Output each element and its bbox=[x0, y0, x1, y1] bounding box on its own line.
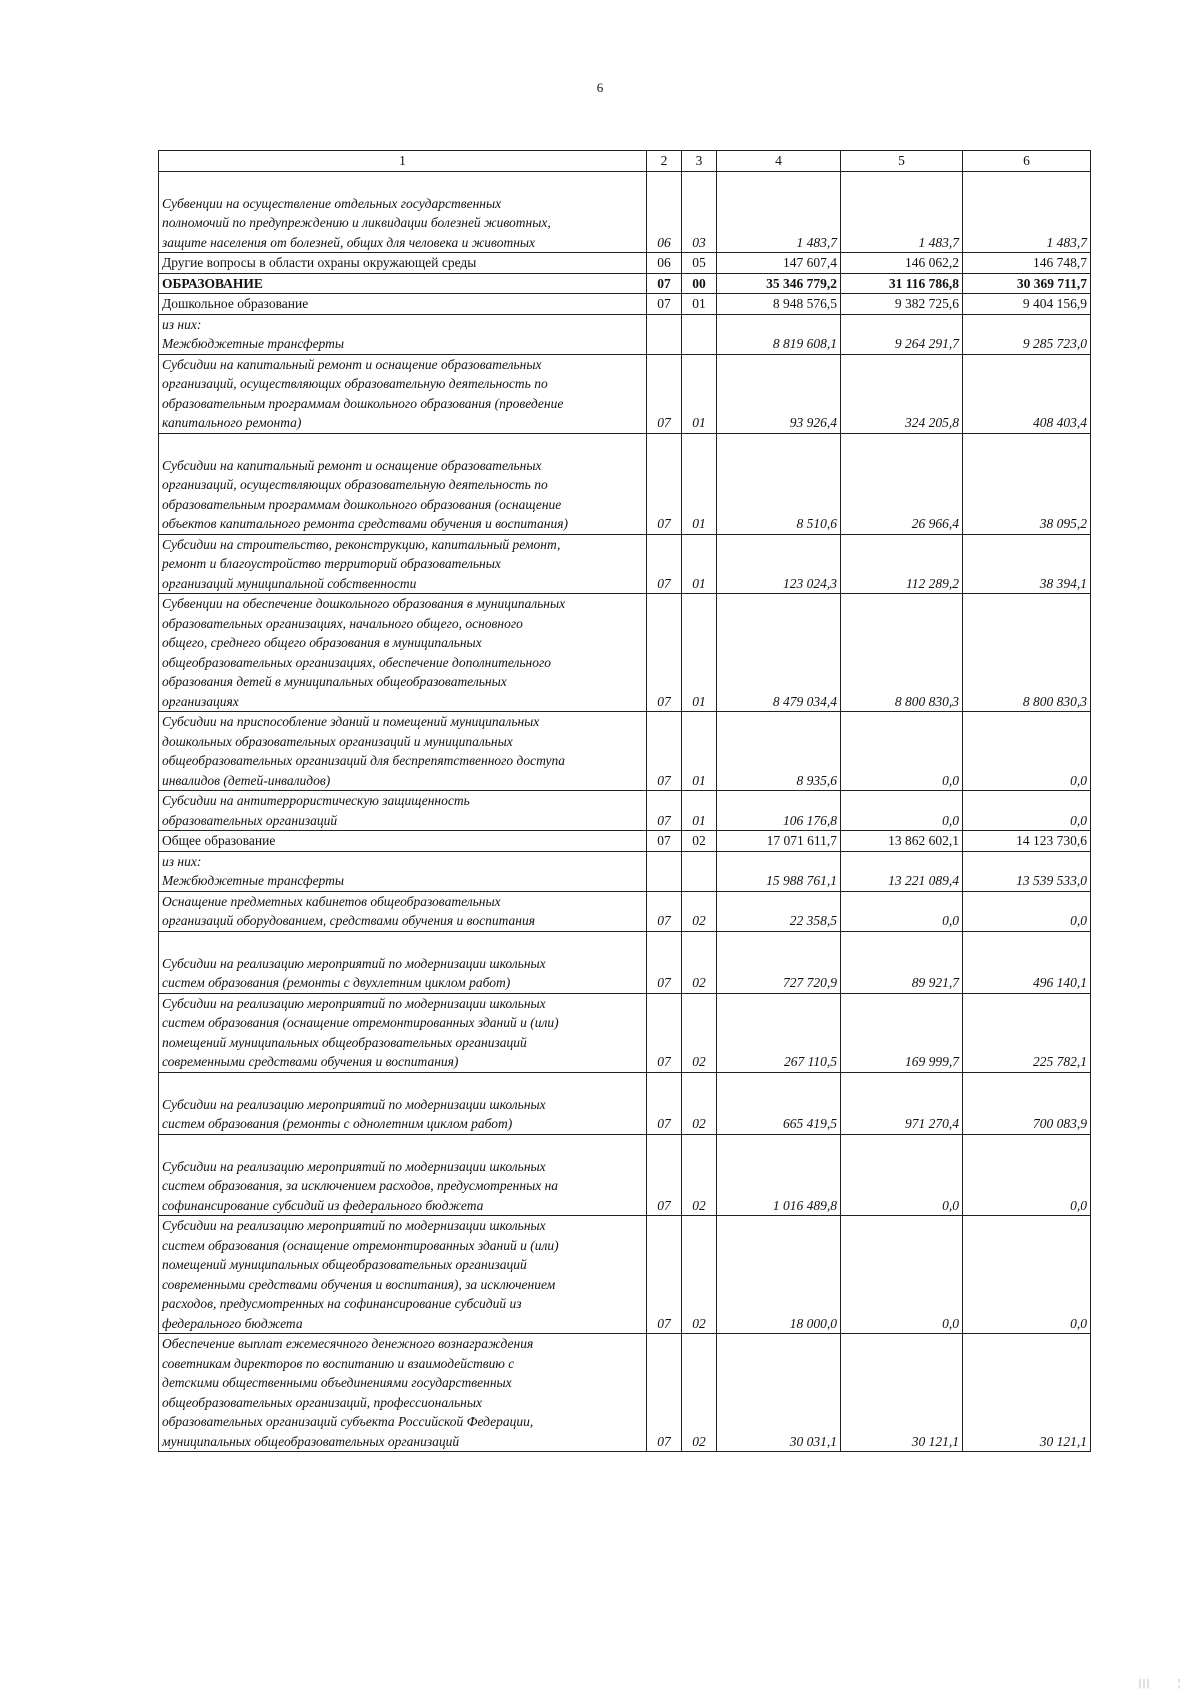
row-name-line: общего, среднего общего образования в муниципальных bbox=[162, 635, 482, 650]
subsection-code-cell: 05 bbox=[682, 253, 717, 274]
subsection-code-cell: 01 bbox=[682, 433, 717, 534]
row-name-line: образовательным программам дошкольного образования (проведение bbox=[162, 395, 564, 411]
table-row bbox=[159, 314, 1091, 354]
section-code-cell: 07 bbox=[647, 534, 682, 594]
value-col6-cell: 700 083,9 bbox=[963, 1072, 1091, 1134]
value-col6-cell: 146 748,7 bbox=[963, 253, 1091, 274]
value-col6-cell: 496 140,1 bbox=[963, 931, 1091, 993]
row-name-line: общеобразовательных организациях, обеспечение дополнительного bbox=[162, 654, 552, 670]
table-row bbox=[159, 354, 1091, 433]
row-name-line: общеобразовательных организаций для беспрепятственного доступа bbox=[162, 753, 566, 768]
value-col4-cell: 93 926,4 bbox=[717, 354, 841, 433]
value-col6-cell: 38 095,2 bbox=[963, 433, 1091, 534]
value-col5-cell: 30 121,1 bbox=[841, 1334, 963, 1452]
row-name-cell bbox=[159, 993, 647, 1072]
row-name-line: систем образования, за исключением расходов, предусмотренных на bbox=[162, 1178, 559, 1193]
row-name-line: Субвенции на обеспечение дошкольного образования в муниципальных bbox=[162, 596, 566, 611]
table-row bbox=[159, 253, 1091, 274]
section-code-cell: 07 bbox=[647, 1334, 682, 1452]
value-col5-cell: 13 221 089,4 bbox=[841, 851, 963, 891]
row-name-line: ремонт и благоустройство территорий образовательных bbox=[162, 556, 501, 571]
row-name-cell bbox=[159, 712, 647, 791]
value-col5-cell: 13 862 602,1 bbox=[841, 831, 963, 852]
row-name-line: организаций, осуществляющих образовательную деятельность по bbox=[162, 477, 548, 492]
row-name-line: организаций муниципальной собственности bbox=[162, 575, 417, 591]
row-name-cell bbox=[159, 534, 647, 594]
row-name-cell bbox=[159, 1216, 647, 1334]
section-code-cell: 07 bbox=[647, 354, 682, 433]
row-name-line: Субсидии на антитеррористическую защищенность bbox=[162, 793, 470, 808]
page-number: 6 bbox=[596, 80, 604, 95]
scan-marks: ||| ¦ bbox=[1138, 1678, 1182, 1689]
table-row bbox=[159, 1334, 1091, 1452]
row-name-line: софинансирование субсидий из федерального бюджета bbox=[162, 1197, 484, 1213]
value-col4-cell: 1 016 489,8 bbox=[717, 1134, 841, 1216]
value-col5-cell: 9 382 725,6 bbox=[841, 294, 963, 315]
row-name-line: систем образования (ремонты с однолетним циклом работ) bbox=[162, 1116, 513, 1131]
section-code-cell: 06 bbox=[647, 171, 682, 253]
table-row bbox=[159, 712, 1091, 791]
value-col5-cell: 9 264 291,7 bbox=[841, 314, 963, 354]
value-col6-cell: 0,0 bbox=[963, 712, 1091, 791]
table-row bbox=[159, 1134, 1091, 1216]
value-col4-cell: 35 346 779,2 bbox=[717, 273, 841, 294]
row-name-cell bbox=[159, 891, 647, 931]
value-col4-cell: 22 358,5 bbox=[717, 891, 841, 931]
column-header-4: 4 bbox=[717, 151, 841, 172]
section-code-cell: 07 bbox=[647, 594, 682, 712]
row-name-line: систем образования (оснащение отремонтированных зданий и (или) bbox=[162, 1015, 559, 1030]
value-col6-cell: 30 121,1 bbox=[963, 1334, 1091, 1452]
row-name-line: Обеспечение выплат ежемесячного денежного вознаграждения bbox=[162, 1336, 534, 1351]
row-name-cell bbox=[159, 354, 647, 433]
row-name-line: образования детей в муниципальных общеобразовательных bbox=[162, 674, 507, 689]
value-col6-cell: 0,0 bbox=[963, 1216, 1091, 1334]
table-row bbox=[159, 993, 1091, 1072]
value-col6-cell: 408 403,4 bbox=[963, 354, 1091, 433]
subsection-code-cell: 02 bbox=[682, 993, 717, 1072]
subsection-code-cell bbox=[682, 314, 717, 354]
section-code-cell: 07 bbox=[647, 891, 682, 931]
row-name-line: защите населения от болезней, общих для человека и животных bbox=[162, 234, 536, 250]
row-name-cell bbox=[159, 314, 647, 354]
row-name-line: советникам директоров по воспитанию и взаимодействию с bbox=[162, 1355, 515, 1371]
value-col5-cell: 0,0 bbox=[841, 712, 963, 791]
value-col5-cell: 31 116 786,8 bbox=[841, 273, 963, 294]
row-name-cell bbox=[159, 294, 647, 315]
column-header-2: 2 bbox=[647, 151, 682, 172]
table-header-row bbox=[159, 151, 1091, 172]
row-name-line: Субсидии на реализацию мероприятий по модернизации школьных bbox=[162, 1218, 546, 1233]
row-name-line: Межбюджетные трансферты bbox=[162, 336, 345, 351]
value-col6-cell: 0,0 bbox=[963, 891, 1091, 931]
value-col4-cell: 267 110,5 bbox=[717, 993, 841, 1072]
section-code-cell: 07 bbox=[647, 1216, 682, 1334]
value-col4-cell: 8 510,6 bbox=[717, 433, 841, 534]
table-body bbox=[159, 171, 1091, 1452]
value-col5-cell: 324 205,8 bbox=[841, 354, 963, 433]
subsection-code-cell: 02 bbox=[682, 1072, 717, 1134]
row-name-line: Субсидии на реализацию мероприятий по модернизации школьных bbox=[162, 1158, 546, 1174]
subsection-code-cell: 02 bbox=[682, 1334, 717, 1452]
row-name-line: ОБРАЗОВАНИЕ bbox=[162, 275, 263, 291]
value-col4-cell: 665 419,5 bbox=[717, 1072, 841, 1134]
value-col6-cell: 0,0 bbox=[963, 1134, 1091, 1216]
row-name-line: Субсидии на строительство, реконструкцию, капитальный ремонт, bbox=[162, 536, 561, 552]
row-name-line: расходов, предусмотренных на софинансирование субсидий из bbox=[162, 1296, 522, 1311]
row-name-line: из них: bbox=[162, 853, 202, 869]
value-col6-cell: 1 483,7 bbox=[963, 171, 1091, 253]
row-name-cell bbox=[159, 1134, 647, 1216]
row-name-line: Субсидии на реализацию мероприятий по модернизации школьных bbox=[162, 1096, 546, 1112]
table-row bbox=[159, 1072, 1091, 1134]
value-col5-cell: 169 999,7 bbox=[841, 993, 963, 1072]
value-col4-cell: 123 024,3 bbox=[717, 534, 841, 594]
row-name-line: из них: bbox=[162, 316, 202, 332]
row-name-line: Субсидии на приспособление зданий и помещений муниципальных bbox=[162, 714, 540, 729]
value-col4-cell: 18 000,0 bbox=[717, 1216, 841, 1334]
row-name-line: общеобразовательных организаций, профессиональных bbox=[162, 1394, 482, 1410]
value-col5-cell: 8 800 830,3 bbox=[841, 594, 963, 712]
column-header-1: 1 bbox=[159, 151, 647, 172]
row-name-line: организаций оборудованием, средствами обучения и воспитания bbox=[162, 913, 535, 928]
subsection-code-cell bbox=[682, 851, 717, 891]
row-name-cell bbox=[159, 931, 647, 993]
table-row bbox=[159, 891, 1091, 931]
row-name-line: Межбюджетные трансферты bbox=[162, 873, 345, 888]
row-name-line: образовательных организаций субъекта Российской Федерации, bbox=[162, 1414, 534, 1429]
table-row bbox=[159, 831, 1091, 852]
table-row bbox=[159, 534, 1091, 594]
row-name-cell bbox=[159, 433, 647, 534]
value-col4-cell: 1 483,7 bbox=[717, 171, 841, 253]
subsection-code-cell: 03 bbox=[682, 171, 717, 253]
section-code-cell: 07 bbox=[647, 931, 682, 993]
row-name-line: систем образования (ремонты с двухлетним циклом работ) bbox=[162, 975, 511, 990]
value-col4-cell: 15 988 761,1 bbox=[717, 851, 841, 891]
row-name-line: Дошкольное образование bbox=[162, 296, 309, 311]
row-name-line: Общее образование bbox=[162, 833, 276, 848]
row-name-line: Оснащение предметных кабинетов общеобразовательных bbox=[162, 893, 501, 909]
table-row bbox=[159, 851, 1091, 891]
section-code-cell: 07 bbox=[647, 1072, 682, 1134]
row-name-line: помещений муниципальных общеобразовательных организаций bbox=[162, 1257, 527, 1272]
row-name-cell bbox=[159, 171, 647, 253]
section-code-cell: 07 bbox=[647, 831, 682, 852]
section-code-cell: 07 bbox=[647, 993, 682, 1072]
section-code-cell: 06 bbox=[647, 253, 682, 274]
value-col4-cell: 106 176,8 bbox=[717, 791, 841, 831]
section-code-cell: 07 bbox=[647, 1134, 682, 1216]
subsection-code-cell: 02 bbox=[682, 891, 717, 931]
row-name-line: Субсидии на реализацию мероприятий по модернизации школьных bbox=[162, 995, 546, 1011]
value-col6-cell: 9 404 156,9 bbox=[963, 294, 1091, 315]
table-row bbox=[159, 171, 1091, 253]
table-row bbox=[159, 594, 1091, 712]
subsection-code-cell: 01 bbox=[682, 294, 717, 315]
table-row bbox=[159, 791, 1091, 831]
column-header-3: 3 bbox=[682, 151, 717, 172]
row-name-line: Субсидии на капитальный ремонт и оснащение образовательных bbox=[162, 457, 542, 473]
row-name-cell bbox=[159, 253, 647, 274]
subsection-code-cell: 01 bbox=[682, 594, 717, 712]
row-name-line: капитального ремонта) bbox=[162, 415, 302, 430]
value-col5-cell: 112 289,2 bbox=[841, 534, 963, 594]
section-code-cell bbox=[647, 314, 682, 354]
value-col6-cell: 0,0 bbox=[963, 791, 1091, 831]
table-row bbox=[159, 294, 1091, 315]
row-name-line: современными средствами обучения и воспитания) bbox=[162, 1054, 459, 1069]
column-header-5: 5 bbox=[841, 151, 963, 172]
row-name-cell bbox=[159, 273, 647, 294]
section-code-cell bbox=[647, 851, 682, 891]
row-name-line: инвалидов (детей-инвалидов) bbox=[162, 772, 331, 788]
value-col6-cell: 8 800 830,3 bbox=[963, 594, 1091, 712]
row-name-line: помещений муниципальных общеобразовательных организаций bbox=[162, 1034, 527, 1050]
value-col6-cell: 225 782,1 bbox=[963, 993, 1091, 1072]
row-name-cell bbox=[159, 1072, 647, 1134]
value-col5-cell: 0,0 bbox=[841, 891, 963, 931]
value-col5-cell: 0,0 bbox=[841, 1134, 963, 1216]
value-col4-cell: 17 071 611,7 bbox=[717, 831, 841, 852]
value-col5-cell: 146 062,2 bbox=[841, 253, 963, 274]
value-col5-cell: 1 483,7 bbox=[841, 171, 963, 253]
row-name-line: организациях bbox=[162, 693, 239, 709]
section-code-cell: 07 bbox=[647, 294, 682, 315]
subsection-code-cell: 01 bbox=[682, 354, 717, 433]
row-name-line: Субсидии на капитальный ремонт и оснащение образовательных bbox=[162, 356, 542, 372]
row-name-line: муниципальных общеобразовательных организаций bbox=[162, 1433, 460, 1449]
row-name-line: Субвенции на осуществление отдельных государственных bbox=[162, 195, 502, 211]
row-name-line: детскими общественными объединениями государственных bbox=[162, 1375, 512, 1390]
row-name-cell bbox=[159, 791, 647, 831]
section-code-cell: 07 bbox=[647, 433, 682, 534]
value-col4-cell: 147 607,4 bbox=[717, 253, 841, 274]
value-col6-cell: 38 394,1 bbox=[963, 534, 1091, 594]
subsection-code-cell: 02 bbox=[682, 831, 717, 852]
value-col4-cell: 8 935,6 bbox=[717, 712, 841, 791]
value-col6-cell: 9 285 723,0 bbox=[963, 314, 1091, 354]
row-name-cell bbox=[159, 831, 647, 852]
value-col4-cell: 8 479 034,4 bbox=[717, 594, 841, 712]
section-code-cell: 07 bbox=[647, 791, 682, 831]
row-name-cell bbox=[159, 594, 647, 712]
row-name-cell bbox=[159, 851, 647, 891]
value-col6-cell: 13 539 533,0 bbox=[963, 851, 1091, 891]
section-code-cell: 07 bbox=[647, 273, 682, 294]
row-name-line: систем образования (оснащение отремонтированных зданий и (или) bbox=[162, 1237, 559, 1253]
subsection-code-cell: 02 bbox=[682, 1216, 717, 1334]
subsection-code-cell: 01 bbox=[682, 712, 717, 791]
table-row bbox=[159, 931, 1091, 993]
value-col5-cell: 0,0 bbox=[841, 791, 963, 831]
subsection-code-cell: 02 bbox=[682, 1134, 717, 1216]
value-col4-cell: 8 819 608,1 bbox=[717, 314, 841, 354]
budget-table bbox=[158, 150, 1091, 1452]
table-row bbox=[159, 433, 1091, 534]
table-row bbox=[159, 273, 1091, 294]
row-name-line: современными средствами обучения и воспитания), за исключением bbox=[162, 1276, 556, 1292]
row-name-line: Субсидии на реализацию мероприятий по модернизации школьных bbox=[162, 955, 546, 971]
subsection-code-cell: 00 bbox=[682, 273, 717, 294]
value-col4-cell: 30 031,1 bbox=[717, 1334, 841, 1452]
subsection-code-cell: 01 bbox=[682, 791, 717, 831]
row-name-line: федерального бюджета bbox=[162, 1315, 303, 1331]
row-name-line: Другие вопросы в области охраны окружающей среды bbox=[162, 255, 477, 270]
value-col6-cell: 14 123 730,6 bbox=[963, 831, 1091, 852]
row-name-line: образовательных организаций bbox=[162, 812, 338, 828]
value-col4-cell: 8 948 576,5 bbox=[717, 294, 841, 315]
row-name-line: образовательным программам дошкольного образования (оснащение bbox=[162, 496, 562, 512]
table-row bbox=[159, 1216, 1091, 1334]
value-col5-cell: 89 921,7 bbox=[841, 931, 963, 993]
subsection-code-cell: 01 bbox=[682, 534, 717, 594]
row-name-line: дошкольных образовательных организаций и муниципальных bbox=[162, 733, 513, 749]
section-code-cell: 07 bbox=[647, 712, 682, 791]
row-name-line: полномочий по предупреждению и ликвидации болезней животных, bbox=[162, 215, 551, 230]
row-name-line: объектов капитального ремонта средствами обучения и воспитания) bbox=[162, 516, 569, 531]
subsection-code-cell: 02 bbox=[682, 931, 717, 993]
value-col4-cell: 727 720,9 bbox=[717, 931, 841, 993]
value-col5-cell: 26 966,4 bbox=[841, 433, 963, 534]
value-col5-cell: 0,0 bbox=[841, 1216, 963, 1334]
row-name-cell bbox=[159, 1334, 647, 1452]
value-col6-cell: 30 369 711,7 bbox=[963, 273, 1091, 294]
row-name-line: образовательных организациях, начального общего, основного bbox=[162, 615, 523, 631]
row-name-line: организаций, осуществляющих образовательную деятельность по bbox=[162, 376, 548, 391]
column-header-6: 6 bbox=[963, 151, 1091, 172]
value-col5-cell: 971 270,4 bbox=[841, 1072, 963, 1134]
